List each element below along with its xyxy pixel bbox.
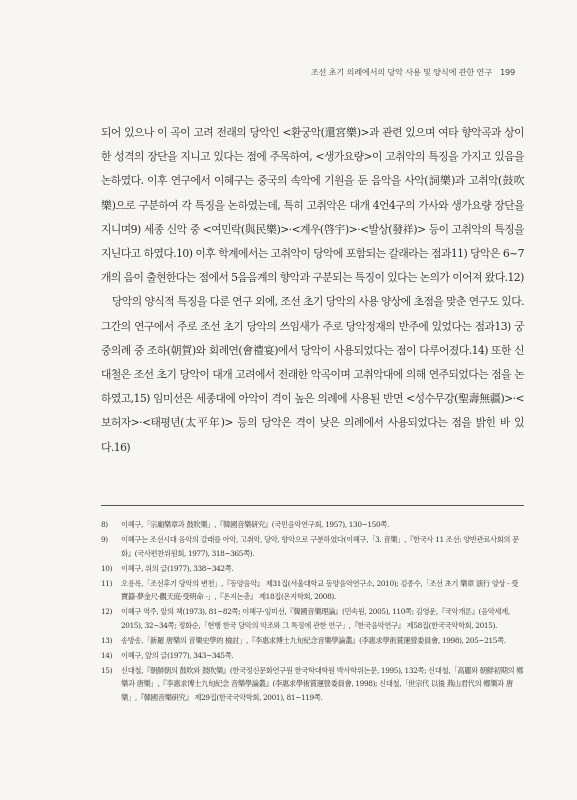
- footnotes: [101, 518, 524, 706]
- footnote: [101, 533, 524, 560]
- footnote-text: 오용록,「조선후기 당악의 변천」,『동양음악』 제31집(서울대학교 동양음악연구소, 2010); 김종수,「조선 초기 樂章 演行 양상 - 受寶籙·夢金尺·觀天庭·受明命 -」,『온지논총』 제18집(온지학회, 2008).: [121, 578, 519, 601]
- footnote: [101, 605, 524, 632]
- footnote: [101, 518, 524, 532]
- footnote-text: 이혜구, 앞의 글(1977), 343~345쪽.: [121, 650, 234, 660]
- footnote-divider: [101, 505, 524, 506]
- footnote: [101, 562, 524, 576]
- footnote-text: 이혜구,「宗廟樂章과 鼓吹樂」,『韓國音樂研究』(국민음악연구회, 1957), 130~150쪽.: [121, 520, 389, 529]
- footnote: [101, 649, 524, 663]
- footnote-text: 이혜구 역주, 앞의 책(1973), 81~82쪽; 이혜구·임미선,『韓國音樂理論』(민속원, 2005), 110쪽; 김영운,『국악개론』(음악세계, 2015), 32~34쪽; 정화순,「현행 한국 당악의 악조와 그 특징에 관한 연구」,『한국음악연구』 제58집(한국국악학회, 2015).: [121, 607, 510, 630]
- footnote-number: 15): [101, 665, 113, 675]
- footnote-number: 14): [101, 650, 113, 660]
- running-title: 조선 초기 의례에서의 당악 사용 및 양식에 관한 연구: [310, 67, 492, 77]
- footnote-number: 8): [101, 520, 108, 529]
- footnote-text: 신대철,『朝鮮朝의 鼓吹와 鼓吹樂』(한국정신문화연구원 한국학대학원 박사학위논문, 1995), 132쪽; 신대철,「高麗와 朝鮮初期의 鄕樂과 唐樂」,『李惠求博士九旬紀念 音樂學論叢』(李惠求學術賞運營委員會, 1998); 신대철,「世宗代 以後 燕山君代의 鄕樂과 唐樂」,『韓國音樂研究』 제29집(한국국악학회, 2001), 81~119쪽.: [121, 665, 524, 702]
- footnote-text: 이혜구, 위의 글(1977), 338~342쪽.: [121, 563, 234, 573]
- footnote-number: 11): [101, 578, 113, 588]
- footnote-text: 송방송,「新羅 唐樂의 音樂史學的 檢討」,『李惠求博士九旬紀念音樂學論叢』(李惠求學術賞運營委員會, 1998), 205~215쪽.: [121, 635, 506, 645]
- main-text: [101, 121, 524, 460]
- footnote: [101, 634, 524, 648]
- footnote: [101, 664, 524, 705]
- footnote: [101, 577, 524, 604]
- footnote-number: 13): [101, 635, 113, 645]
- page-number: 199: [499, 67, 515, 77]
- footnote-text: 이혜구는 조선시대 음악의 갈래를 아악, 고취악, 당악, 향악으로 구분하였다(이혜구,「3. 音樂」,『한국사 11 조선: 양반관료사회의 문화』(국사편찬위원회, 1977), 318~365쪽).: [121, 535, 519, 558]
- footnote-number: 12): [101, 607, 113, 616]
- footnote-number: 9): [101, 535, 108, 544]
- body-paragraph: 당악의 양식적 특징을 다룬 연구 외에, 조선 초기 당악의 사용 양상에 초점을 맞춘 연구도 있다. 그간의 연구에서 주로 조선 초기 당악의 쓰임새가 주로 당악정재의 반주에 있었다는 점과13) 궁중의례 중 조하(朝賀)와 회례연(會禮宴)에서 당악이 사용되었다는 점이 다루어졌다.14) 또한 신대철은 조선 초기 당악이 대개 고려에서 전래한 악곡이며 고취악대에 의해 연주되었다는 점을 논하였고,15) 임미선은 세종대에 아악이 격이 높은 의례에 사용된 반면 <성수무강(聖壽無疆)>·<보허자>·<태평년(太平年)> 등의 당악은 격이 낮은 의례에서 사용되었다는 점을 밝힌 바 있다.16): [101, 295, 524, 454]
- running-header: [311, 67, 515, 78]
- footnote-number: 10): [101, 563, 113, 573]
- body-paragraph: 되어 있으나 이 곡이 고려 전래의 당악인 <환궁악(還宮樂)>과 관련 있으며 여타 향악곡과 상이한 성격의 장단을 지니고 있다는 점에 주목하여, <생가요량>이 고취악의 특징을 가지고 있음을 논하였다. 이후 연구에서 이혜구는 중국의 속악에 기원을 둔 음악을 사악(詞樂)과 고취악(鼓吹樂)으로 구분하여 각 특징을 논하였는데, 특히 고취악은 대개 4언4구의 가사와 생가요량 장단을 지니며9) 세종 신악 중 <여민락(與民樂)>·<계우(啓宇)>·<발상(發祥)> 등이 고취악의 특징을 지닌다고 하였다.10) 이후 학계에서는 고취악이 당악에 포함되는 갈래라는 점과11) 당악은 6~7개의 음이 출현한다는 점에서 5음음계의 향악과 구분되는 특징이 있다는 논의가 이어져 왔다.12): [101, 126, 524, 285]
